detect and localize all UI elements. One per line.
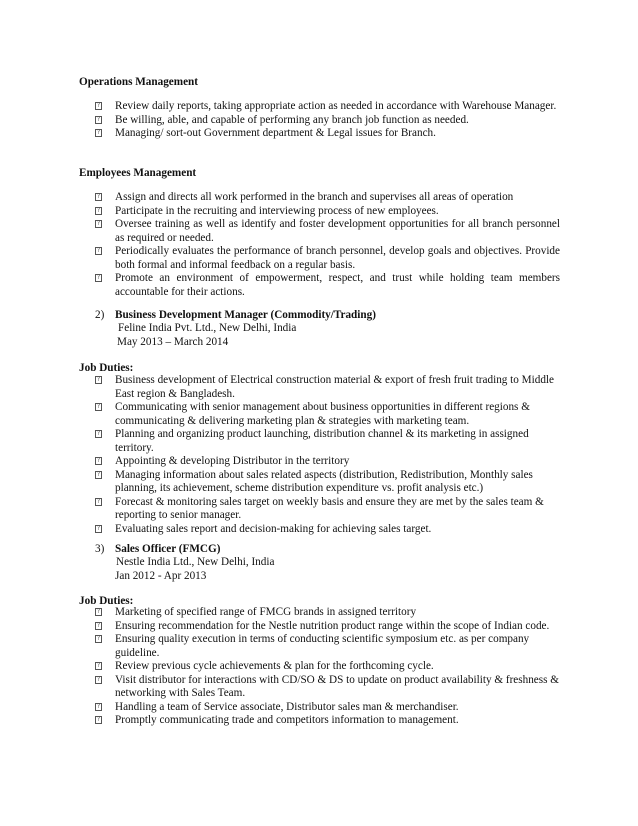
bullet-icon: ?	[96, 524, 101, 532]
bullet-icon: ?	[96, 457, 101, 464]
list-item	[95, 100, 560, 114]
operations-duties-list	[95, 100, 560, 141]
employment-period: Jan 2012 - Apr 2013	[115, 570, 207, 582]
list-item-text: Marketing of specified range of FMCG brands in assigned territory	[115, 606, 417, 618]
list-item	[95, 469, 560, 496]
employees-management-heading: Employees Management	[79, 167, 197, 179]
bullet-icon: ?	[96, 403, 101, 410]
list-item-text: Managing/ sort-out Government department & Legal issues for Branch.	[115, 127, 436, 139]
list-item	[95, 245, 560, 272]
bullet-icon: ?	[96, 621, 101, 629]
company-name: Nestle India Ltd., New Delhi, India	[116, 556, 275, 568]
list-item	[95, 701, 560, 715]
list-item-text: Be willing, able, and capable of performing any branch job function as needed.	[115, 113, 469, 126]
list-item	[95, 606, 560, 620]
bullet-icon: ?	[96, 220, 101, 227]
list-item	[95, 272, 560, 299]
bullet-icon: ?	[96, 376, 101, 383]
list-item-text: Handling a team of Service associate, Distributor sales man & merchandiser.	[115, 700, 459, 713]
bullet-icon: ?	[96, 675, 101, 683]
list-item-text: Promote an environment of empowerment, respect, and trust while holding team members accountable for their actions.	[115, 272, 560, 298]
list-item	[95, 374, 560, 401]
list-item	[95, 620, 560, 634]
bullet-icon: ?	[96, 247, 101, 254]
bullet-icon: ?	[96, 608, 101, 615]
list-item-text: Planning and organizing product launching, distribution channel & its marketing in assigned territory.	[115, 428, 529, 454]
list-item	[95, 674, 560, 701]
job-title: Business Development Manager (Commodity/Trading)	[115, 309, 376, 321]
job-duties-list-bdm	[95, 374, 560, 536]
bullet-icon: ?	[96, 115, 101, 123]
list-item	[95, 127, 560, 141]
job-duties-heading: Job Duties:	[79, 362, 134, 374]
bullet-icon: ?	[96, 470, 101, 478]
bullet-icon: ?	[96, 206, 101, 214]
list-item-text: Review daily reports, taking appropriate action as needed in accordance with Warehouse Manager.	[115, 100, 557, 112]
job-number: 3)	[95, 543, 105, 555]
list-item-text: Ensuring quality execution in terms of conducting scientific symposium etc. as per company guideline.	[115, 633, 530, 659]
bullet-icon: ?	[96, 497, 101, 505]
bullet-icon: ?	[96, 129, 101, 136]
list-item-text: Participate in the recruiting and interviewing process of new employees.	[115, 204, 439, 217]
operations-management-heading: Operations Management	[79, 76, 199, 88]
list-item-text: Forecast & monitoring sales target on weekly basis and ensure they are met by the sales team & reporting to senior manager.	[115, 495, 544, 521]
list-item-text: Ensuring recommendation for the Nestle nutrition product range within the scope of Indian code.	[115, 619, 550, 632]
list-item	[95, 205, 560, 219]
bullet-icon: ?	[96, 716, 101, 723]
bullet-icon: ?	[96, 662, 101, 669]
bullet-icon: ?	[96, 102, 101, 109]
list-item	[95, 714, 560, 728]
list-item-text: Business development of Electrical construction material & export of fresh fruit trading to Middle East region & Bangladesh.	[115, 374, 554, 400]
list-item-text: Evaluating sales report and decision-making for achieving sales target.	[115, 522, 432, 535]
list-item-text: Oversee training as well as identify and foster development opportunities for all branch personnel as required or needed.	[115, 218, 560, 244]
list-item	[95, 523, 560, 537]
list-item-text: Communicating with senior management about business opportunities in different regions & communicating & delivering marketing plan & strategies with marketing team.	[115, 401, 530, 427]
list-item	[95, 660, 560, 674]
list-item-text: Appointing & developing Distributor in the territory	[115, 455, 350, 467]
list-item	[95, 455, 560, 469]
job-title-business-development-manager	[95, 308, 376, 322]
list-item	[95, 633, 560, 660]
list-item-text: Visit distributor for interactions with CD/SO & DS to update on product availability & freshness & networking with Sales Team.	[115, 673, 559, 699]
list-item	[95, 428, 560, 455]
bullet-icon: ?	[96, 635, 101, 642]
job-title: Sales Officer (FMCG)	[115, 543, 221, 555]
list-item	[95, 496, 560, 523]
employees-duties-list	[95, 191, 560, 299]
job-title-sales-officer	[95, 542, 220, 556]
company-name: Feline India Pvt. Ltd., New Delhi, India	[118, 322, 297, 334]
job-number: 2)	[95, 309, 105, 321]
bullet-icon: ?	[96, 430, 101, 437]
list-item-text: Periodically evaluates the performance of branch personnel, develop goals and objectives. Provide both formal and informal feedback on a regular basis.	[115, 245, 560, 271]
list-item-text: Promptly communicating trade and competitors information to management.	[115, 714, 459, 726]
list-item	[95, 191, 560, 205]
list-item	[95, 114, 560, 128]
bullet-icon: ?	[96, 274, 101, 281]
list-item	[95, 401, 560, 428]
list-item-text: Managing information about sales related aspects (distribution, Redistribution, Monthly sales planning, its achievement, scheme distribution expenditure vs. profit analysis etc.)	[115, 468, 533, 494]
employment-period: May 2013 – March 2014	[117, 336, 229, 348]
job-duties-list-sales-officer	[95, 606, 560, 728]
list-item-text: Review previous cycle achievements & plan for the forthcoming cycle.	[115, 660, 434, 672]
list-item-text: Assign and directs all work performed in the branch and supervises all areas of operation	[115, 191, 514, 203]
list-item	[95, 218, 560, 245]
bullet-icon: ?	[96, 702, 101, 710]
bullet-icon: ?	[96, 193, 101, 200]
job-duties-heading: Job Duties:	[79, 595, 134, 607]
